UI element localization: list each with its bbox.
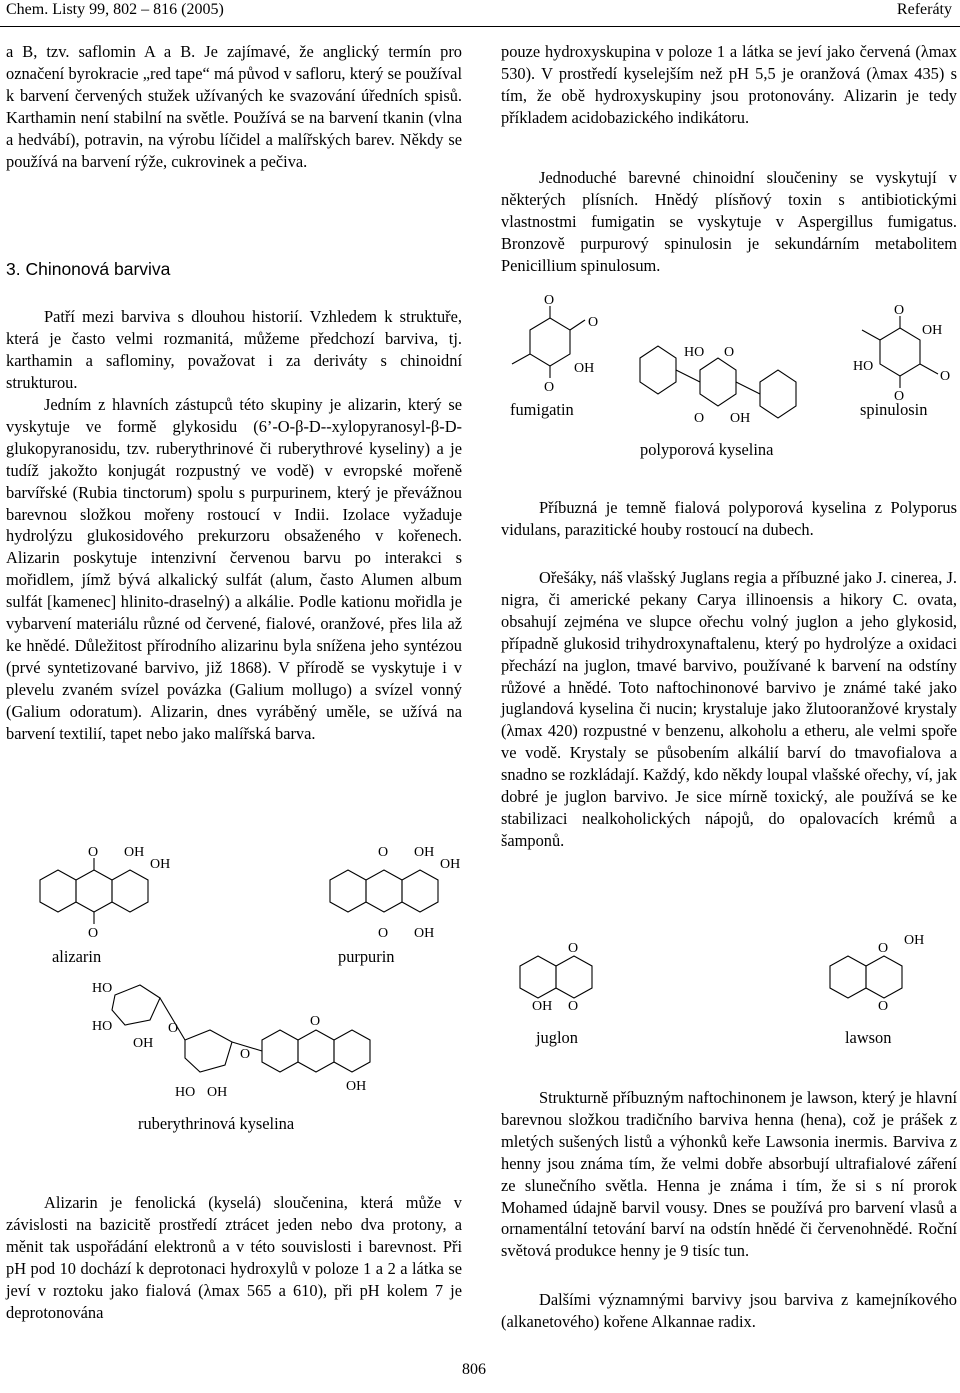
svg-text:OH: OH xyxy=(904,933,925,948)
svg-text:HO: HO xyxy=(175,1085,196,1100)
svg-text:O: O xyxy=(378,845,389,860)
svg-text:OH: OH xyxy=(414,845,435,860)
svg-text:O: O xyxy=(168,1021,179,1036)
svg-text:OH: OH xyxy=(440,857,461,872)
svg-text:OH: OH xyxy=(414,926,435,941)
right-paragraph-4: Ořešáky, náš vlašský Juglans regia a příbuzné jako J. cinerea, J. nigra, či americké pekany Carya illinoensis a hikory C. ovata, obsahují zejména ve slupce ořechu volný juglon a jeho glykosid, případně glukosid trihydroxynaftalenu, který po hydrolýze a oxidaci přechází na juglon, tmavé barvivo, používané k barvení na odstíny růžové a hnědé. Toto naftochinonové barvivo je známé také jako juglandová kyselina či nucin; krystaluje jako žlutooranžové krystaly (λmax 420) rozpustné v benzenu, alkoholu a etheru, ale velmi spoře ve vodě. Krystaly se působením alkálií barví do tmavofialova a snadno se rozkládají. Každý, kdo někdy loupal vlašské ořechy, ví, jak dobré je juglon barvivo. Je sice mírně toxický, ale používá se ke stabilizaci nealkoholických nápojů, do opalovacích krémů a šamponů. xyxy=(501,568,957,850)
svg-text:O: O xyxy=(694,411,705,426)
journal-citation: Chem. Listy 99, 802 – 816 (2005) xyxy=(6,1,224,18)
spinulosin-structure xyxy=(853,303,950,404)
label-purpurin: purpurin xyxy=(338,947,395,966)
right-paragraph-2: Jednoduché barevné chinoidní sloučeniny se vyskytují v některých plísních. Hnědý plísňový toxin s antibiotickými vlastnostmi fumigatin se vyskytuje v Aspergillus fumigatus. Bronzově purpurový spinulosin je sekundárním metabolitem Penicillium spinulosum. xyxy=(501,168,957,275)
page-number: 806 xyxy=(462,1361,486,1378)
right-paragraph-3: Příbuzná je temně fialová polyporová kyselina z Polyporus vidulans, parazitické houby rostoucí na dubech. xyxy=(501,498,957,539)
label-ruberythrinova: ruberythrinová kyselina xyxy=(138,1114,295,1133)
right-paragraph-5: Strukturně příbuzným naftochinonem je lawson, který je hlavní barevnou složkou tradičního barviva henna (hena), což je prášek z mletých sušených listů a výhonků keře Lawsonia inermis. Barviva z henny jsou známa tím, že velmi dobře absorbují ultrafialové záření ze slunečního světla. Henna je známa i tím, že si s ní prorok Mohamed údajně barvil vousy. Dnes se používá pro barvení vlasů a ornamentální tetování barví na odstín hnědé či červenohnědé. Roční světová produkce henny je 9 tisíc tun. xyxy=(501,1088,957,1261)
section-heading: 3. Chinonová barviva xyxy=(6,259,171,279)
svg-text:O: O xyxy=(544,380,555,395)
fumigatin-structure xyxy=(512,293,598,395)
alizarin-structure xyxy=(40,845,170,941)
juglon-structure xyxy=(520,941,592,1014)
svg-text:O: O xyxy=(894,389,905,404)
svg-text:OH: OH xyxy=(124,845,145,860)
svg-text:O: O xyxy=(878,999,889,1014)
svg-text:OH: OH xyxy=(532,999,553,1014)
svg-text:O: O xyxy=(940,369,951,384)
svg-text:O: O xyxy=(88,845,99,860)
svg-text:HO: HO xyxy=(92,1019,113,1034)
svg-text:OH: OH xyxy=(730,411,751,426)
purpurin-structure xyxy=(330,845,460,941)
ruberythrinova-structure xyxy=(92,981,370,1100)
right-paragraph-1: pouze hydroxyskupina v poloze 1 a látka se jeví jako červená (λmax 530). V prostředí kyselejším než pH 5,5 je oranžová (λmax 435) s tím, že obě hydroxyskupiny jsou protonovány. Alizarin je tedy příkladem acidobazického indikátoru. xyxy=(501,42,957,127)
label-juglon: juglon xyxy=(536,1028,578,1047)
svg-text:O: O xyxy=(544,293,555,308)
svg-text:O: O xyxy=(724,345,735,360)
left-paragraph-3: Jedním z hlavních zástupců této skupiny je alizarin, který se vyskytuje ve formě glykosidu (6’-O-β-D--xylopyranosyl-β-D-glukopyranosidu, tzv. ruberythrinové či ruberythrové kyseliny) a je tudíž jakožto konjugát rozpustný ve vodě) v evropské mořeně barvířské (Rubia tinctorum) spolu s purpurinem, který je převážnou barevnou složkou mořeny rostoucí v Indii. Izolace vyžaduje hydrolýzu glukosidového prekurzoru obsaženého v kořenech. Alizarin poskytuje intenzivní červenou barvu po interakci s mořidlem, jímž bývá alkalický sulfát (alum, často Alumen album sulfát [kamenec] hlinito-draselný) a alkálie. Podle kationu mořidla je vybarvení materiálu různé od červené, fialové, oranžové, přes lila až ke hnědé. Důležitost přírodního alizarinu byla snížena jeho syntézou (prvé syntetizované barvivo, již 1868). V přírodě se vyskytuje i v plevelu zvaném svízel povázka (Galium mollugo) a svízel vonný (Galium odoratum). Alizarin, dnes vyráběný uměle, se užívá na barvení textilií, tapet nebo jako malířská barva. xyxy=(6,395,462,743)
svg-text:HO: HO xyxy=(684,345,705,360)
left-paragraph-1: a B, tzv. saflomin A a B. Je zajímavé, že anglický termín pro označení byrokracie „red tape“ má původ v safloru, který se používal k barvení červených stužek užívaných ke svazování úředních spisů. Karthamin není stabilní na světle. Používá se na barvení tkanin (vlna a hedvábí), potravin, na výrobu líčidel a malířských barev. Někdy se používá na barvení rýže, cukrovinek a pečiva. xyxy=(6,42,462,171)
lawson-structure xyxy=(830,933,924,1014)
label-lawson: lawson xyxy=(845,1028,892,1047)
right-paragraph-6: Dalšími významnými barvivy jsou barviva z kamejníkového (alkanetového) kořene Alkannae radix. xyxy=(501,1290,957,1331)
svg-text:OH: OH xyxy=(207,1085,228,1100)
svg-text:O: O xyxy=(568,999,579,1014)
svg-text:O: O xyxy=(568,941,579,956)
section-name: Referáty xyxy=(896,1,952,18)
svg-text:OH: OH xyxy=(922,323,943,338)
label-polyporova: polyporová kyselina xyxy=(640,440,774,459)
left-paragraph-2: Patří mezi barviva s dlouhou historií. Vzhledem k struktuře, která je často velmi rozmanitá, můžeme předchozí barviva, tj. karthamin a saflominy, považovat i za deriváty s chinoidní strukturou. xyxy=(6,307,462,392)
label-alizarin: alizarin xyxy=(52,947,102,966)
svg-text:O: O xyxy=(878,941,889,956)
label-spinulosin: spinulosin xyxy=(860,400,928,419)
svg-text:OH: OH xyxy=(346,1079,367,1094)
svg-text:O: O xyxy=(88,926,99,941)
svg-text:O: O xyxy=(894,303,905,318)
svg-text:O: O xyxy=(240,1047,251,1062)
polyporova-structure xyxy=(640,345,796,426)
svg-text:O: O xyxy=(378,926,389,941)
svg-text:OH: OH xyxy=(574,361,595,376)
svg-text:HO: HO xyxy=(92,981,113,996)
label-fumigatin: fumigatin xyxy=(510,400,574,419)
svg-text:HO: HO xyxy=(853,359,874,374)
left-paragraph-4: Alizarin je fenolická (kyselá) sloučenina, která může v závislosti na bazicitě prostředí ztrácet jeden nebo dva protony, a měnit tak uspořádání elektronů a v této souvislosti i barevnost. Při pH pod 10 dochází k deprotonaci hydroxylů v poloze 1 a 2 a látka se jeví v roztoku jako fialová (λmax 565 a 610), při pH kolem 7 je deprotonována xyxy=(6,1193,462,1322)
svg-text:O: O xyxy=(588,315,599,330)
svg-text:OH: OH xyxy=(133,1036,154,1051)
svg-text:O: O xyxy=(310,1014,321,1029)
svg-text:OH: OH xyxy=(150,857,171,872)
